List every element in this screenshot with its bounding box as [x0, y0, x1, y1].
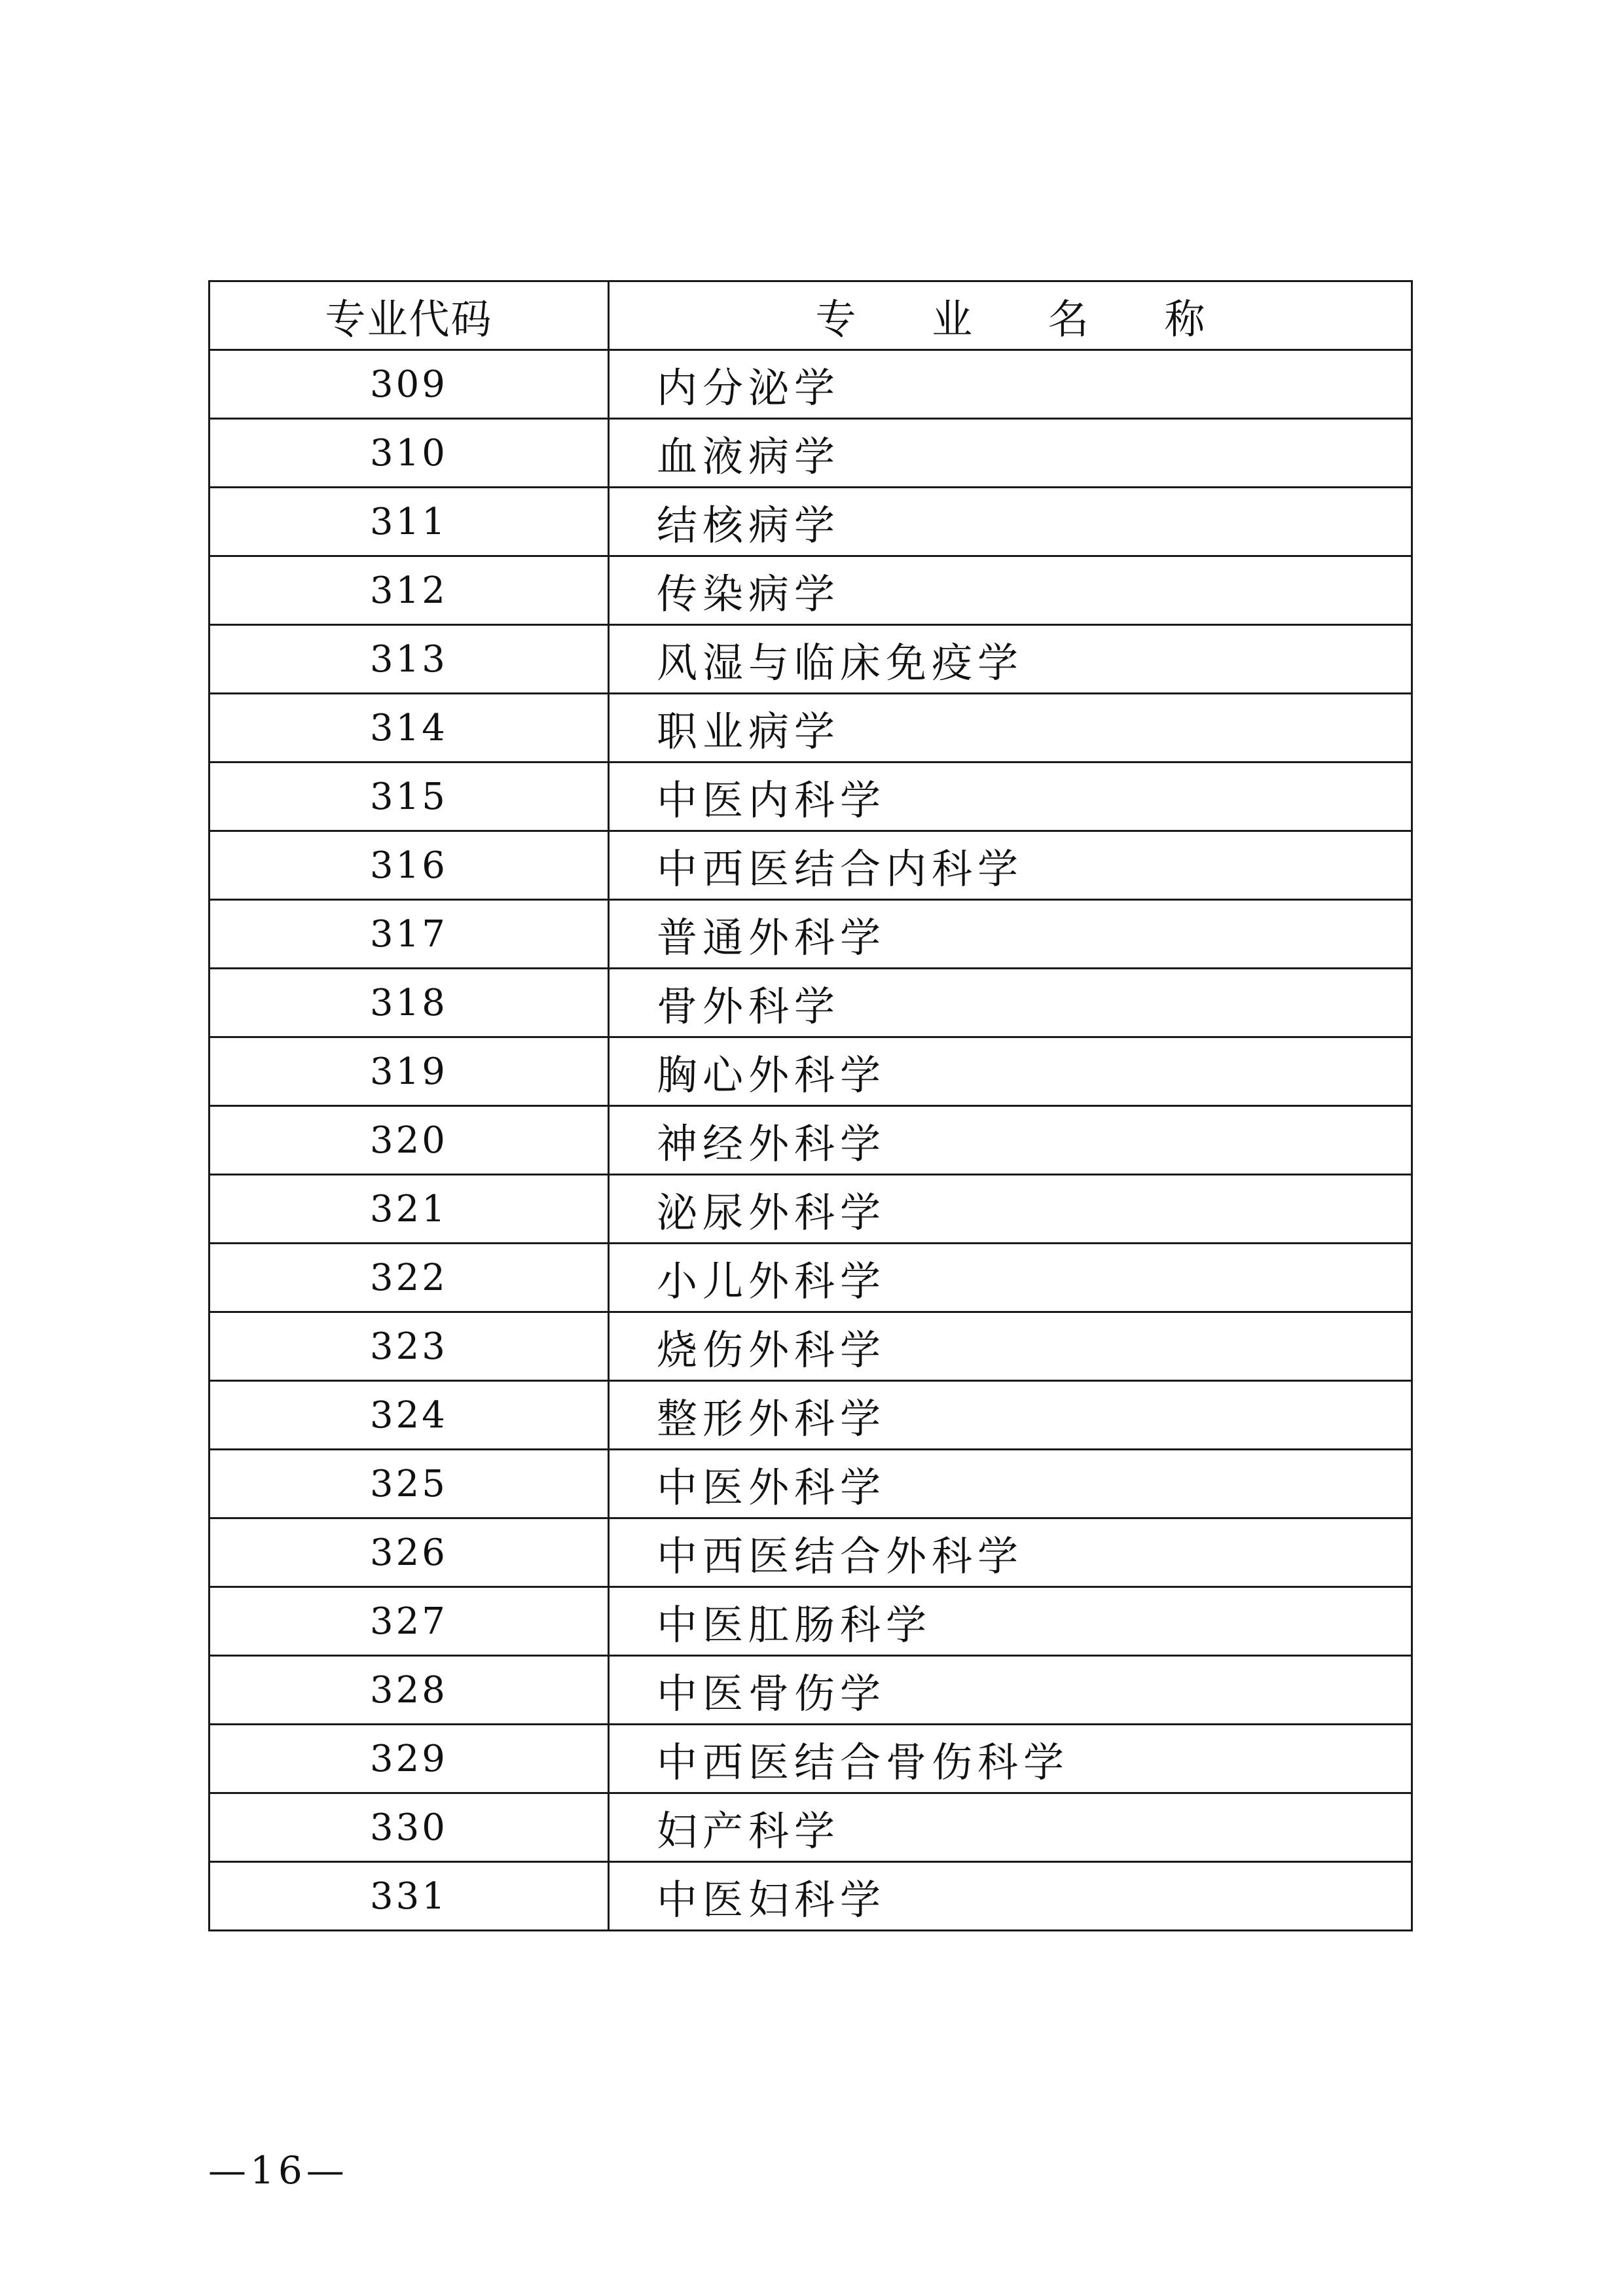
- major-name: 中西医结合内科学: [609, 831, 1412, 900]
- table-row: [210, 1725, 1412, 1793]
- table-row: [210, 556, 1412, 625]
- table-row: [210, 1518, 1412, 1587]
- major-code: 326: [210, 1518, 609, 1587]
- table-row: [210, 1862, 1412, 1931]
- header-code: 专业代码: [210, 281, 609, 350]
- major-code: 310: [210, 419, 609, 488]
- table-header: [210, 281, 1412, 350]
- major-code: 319: [210, 1037, 609, 1106]
- table-row: [210, 625, 1412, 694]
- major-code: 315: [210, 762, 609, 831]
- table-row: [210, 1656, 1412, 1725]
- table-row: [210, 419, 1412, 488]
- table-row: [210, 694, 1412, 762]
- major-name: 中医外科学: [609, 1450, 1412, 1518]
- table-row: [210, 1106, 1412, 1175]
- table-row: [210, 1244, 1412, 1312]
- major-code: 314: [210, 694, 609, 762]
- table-row: [210, 969, 1412, 1037]
- major-name: 中医骨伤学: [609, 1656, 1412, 1725]
- major-code: 328: [210, 1656, 609, 1725]
- major-name: 中医内科学: [609, 762, 1412, 831]
- major-code: 331: [210, 1862, 609, 1931]
- major-code: 324: [210, 1381, 609, 1450]
- major-name: 内分泌学: [609, 350, 1412, 419]
- major-code: 312: [210, 556, 609, 625]
- major-code: 321: [210, 1175, 609, 1244]
- major-code: 311: [210, 488, 609, 556]
- table-row: [210, 1037, 1412, 1106]
- table-body: [210, 350, 1412, 1931]
- major-name: 传染病学: [609, 556, 1412, 625]
- major-name: 整形外科学: [609, 1381, 1412, 1450]
- table-row: [210, 1312, 1412, 1381]
- major-code: 327: [210, 1587, 609, 1656]
- major-code: 320: [210, 1106, 609, 1175]
- major-code: 329: [210, 1725, 609, 1793]
- major-name: 中西医结合外科学: [609, 1518, 1412, 1587]
- major-name: 骨外科学: [609, 969, 1412, 1037]
- major-name: 风湿与临床免疫学: [609, 625, 1412, 694]
- major-name: 妇产科学: [609, 1793, 1412, 1862]
- table-row: [210, 762, 1412, 831]
- major-name: 泌尿外科学: [609, 1175, 1412, 1244]
- major-code: 313: [210, 625, 609, 694]
- table-row: [210, 1793, 1412, 1862]
- table-row: [210, 900, 1412, 969]
- major-name: 中医肛肠科学: [609, 1587, 1412, 1656]
- major-code: 318: [210, 969, 609, 1037]
- major-code: 309: [210, 350, 609, 419]
- major-code: 323: [210, 1312, 609, 1381]
- major-name: 神经外科学: [609, 1106, 1412, 1175]
- major-name: 结核病学: [609, 488, 1412, 556]
- table-row: [210, 350, 1412, 419]
- major-code: 322: [210, 1244, 609, 1312]
- major-name: 小儿外科学: [609, 1244, 1412, 1312]
- table-row: [210, 1450, 1412, 1518]
- header-row: [210, 281, 1412, 350]
- major-name: 烧伤外科学: [609, 1312, 1412, 1381]
- major-name: 中西医结合骨伤科学: [609, 1725, 1412, 1793]
- header-name: 专 业 名 称: [609, 281, 1412, 350]
- major-code: 317: [210, 900, 609, 969]
- table-row: [210, 1587, 1412, 1656]
- major-code: 316: [210, 831, 609, 900]
- major-name: 普通外科学: [609, 900, 1412, 969]
- major-name: 胸心外科学: [609, 1037, 1412, 1106]
- majors-table: [208, 280, 1413, 1931]
- table-row: [210, 1175, 1412, 1244]
- table-row: [210, 1381, 1412, 1450]
- page-number: —16—: [208, 2148, 348, 2193]
- table-row: [210, 488, 1412, 556]
- major-name: 血液病学: [609, 419, 1412, 488]
- major-name: 职业病学: [609, 694, 1412, 762]
- major-name: 中医妇科学: [609, 1862, 1412, 1931]
- major-code: 325: [210, 1450, 609, 1518]
- major-code: 330: [210, 1793, 609, 1862]
- table-row: [210, 831, 1412, 900]
